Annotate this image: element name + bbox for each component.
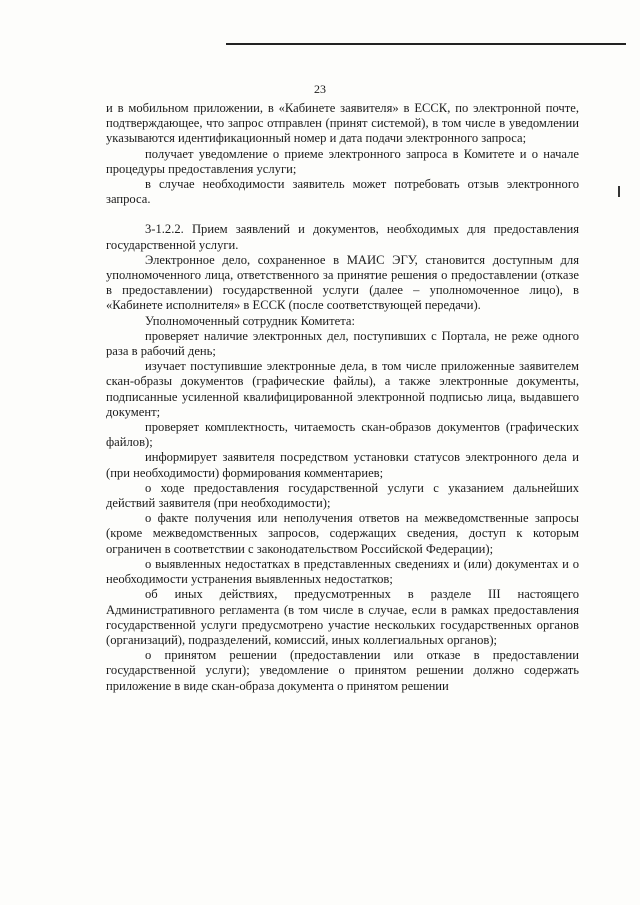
paragraph: Электронное дело, сохраненное в МАИС ЭГУ, становится доступным для уполномоченного лица, ответственного за принятие решения о предоставлении (отказе в предоставлении) государственной услуги (далее – уполномоченное лицо), в «Кабинете исполнителя» в ЕССК (после соответствующей передачи).	[106, 252, 579, 313]
section-heading: 3-1.2.2. Прием заявлений и документов, необходимых для предоставления государственной услуги.	[106, 222, 579, 252]
paragraph: изучает поступившие электронные дела, в том числе приложенные заявителем скан-образы документов (графические файлы), а также электронные документы, подписанные усиленной квалифицированной электронной подписью лица, выдавшего документ;	[106, 359, 579, 419]
paragraph: проверяет наличие электронных дел, поступивших с Портала, не реже одного раза в рабочий день;	[106, 328, 579, 359]
margin-mark	[618, 186, 620, 197]
paragraph: о факте получения или неполучения ответов на межведомственные запросы (кроме межведомственных запросов, содержащих сведения, доступ к которым ограничен в соответствии с законодательством Российской Федерации);	[106, 511, 579, 556]
paragraph: и в мобильном приложении, в «Кабинете заявителя» в ЕССК, по электронной почте, подтверждающее, что запрос отправлен (принят системой), в том числе в уведомлении указываются идентификационный номер и дата подачи электронного запроса;	[106, 101, 579, 146]
top-rule	[226, 43, 626, 45]
paragraph: Уполномоченный сотрудник Комитета:	[145, 313, 355, 328]
paragraph: получает уведомление о приеме электронного запроса в Комитете и о начале процедуры предоставления услуги;	[106, 146, 579, 176]
paragraph: о ходе предоставления государственной услуги с указанием дальнейших действий заявителя (при необходимости);	[106, 480, 579, 511]
page-number: 23	[314, 82, 326, 96]
paragraph: об иных действиях, предусмотренных в разделе III настоящего Административного регламента (в том числе в случае, если в рамках предоставления государственной услуги предусмотрено участие нескольких государственных органов (организаций), подразделений, комиссий, иных коллегиальных органов);	[106, 587, 579, 647]
paragraph: информирует заявителя посредством установки статусов электронного дела и (при необходимости) формирования комментариев;	[106, 450, 579, 480]
document-body	[106, 101, 579, 694]
paragraph: в случае необходимости заявитель может потребовать отзыв электронного запроса.	[106, 177, 579, 207]
paragraph: о выявленных недостатках в представленных сведениях и (или) документах и о необходимости устранения выявленных недостатков;	[106, 556, 579, 587]
paragraph: о принятом решении (предоставлении или отказе в предоставлении государственной услуги); уведомление о принятом решении должно содержать приложение в виде скан-образа документа о принятом решении	[106, 648, 579, 693]
paragraph: проверяет комплектность, читаемость скан-образов документов (графических файлов);	[106, 420, 579, 450]
paragraph-spacer	[106, 207, 579, 222]
